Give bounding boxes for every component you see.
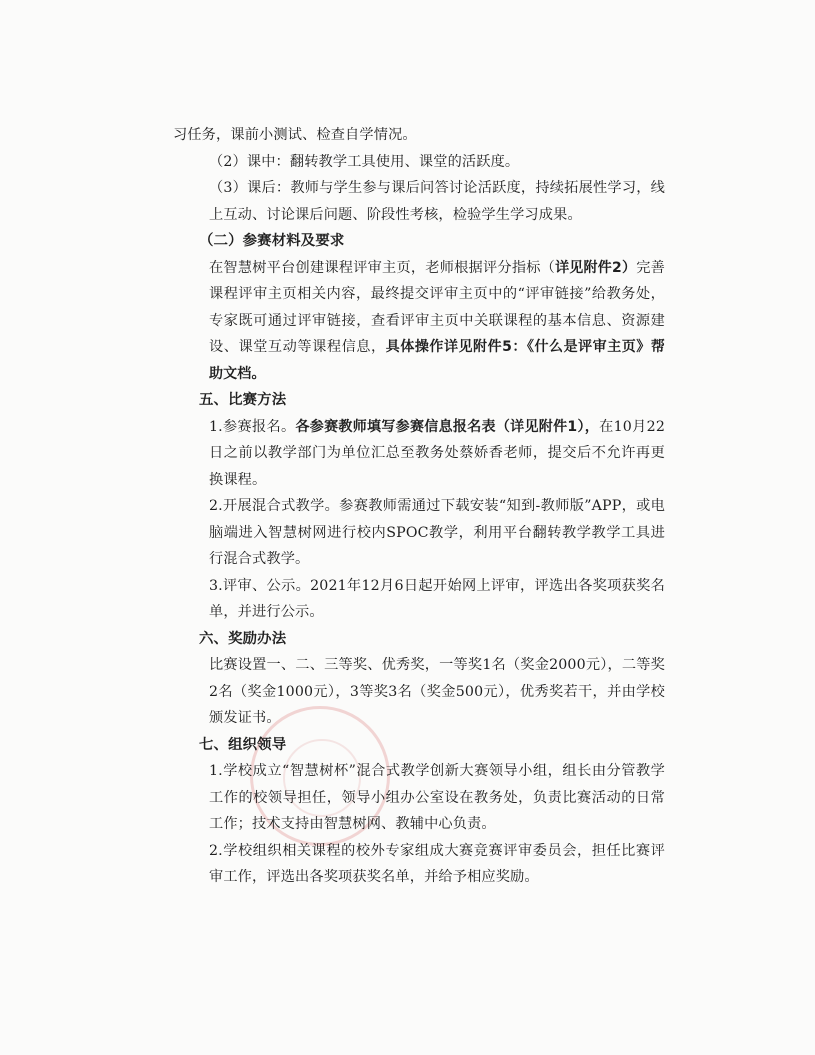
paragraph-leadership-group: 1.学校成立“智慧树杯”混合式教学创新大赛领导小组，组长由分管教学工作的校领导担任，领导小组办公室设在教务处，负责比赛活动的日常工作；技术支持由智慧树网、教辅中心负责。 [209, 763, 665, 832]
paragraph-registration [173, 414, 665, 494]
paragraph-rewards: 比赛设置一、二、三等奖、优秀奖，一等奖1名（奖金2000元），二等奖2名（奖金1000元），3等奖3名（奖金500元），优秀奖若干，并由学校颁发证书。 [209, 657, 665, 726]
section-heading-materials: （二）参赛材料及要求 [199, 233, 345, 249]
paragraph-review-committee: 2.学校组织相关课程的校外专家组成大赛竞赛评审委员会，担任比赛评审工作，评选出各奖项获奖名单，并给予相应奖励。 [209, 842, 665, 885]
document-body [173, 122, 665, 891]
paragraph-text: 完善课程评审主页相关内容，最终提交评审主页中的“评审链接”给教务处，专家既可通过评审链接，查看评审主页中关联课程的基本信息、资源建设、课堂互动等课程信息， [209, 259, 665, 355]
emphasis-registration-form: 各参赛教师填写参赛信息报名表（详见附件1）， [295, 418, 600, 435]
emphasis-attachment-ref: 详见附件2） [555, 259, 637, 276]
paragraph-materials [173, 255, 665, 388]
item-in-class: （2）课中：翻转教学工具使用、课堂的活跃度。 [209, 153, 520, 170]
section-heading-leadership: 七、组织领导 [199, 736, 287, 753]
emphasis-operation-ref: 具体操作详见附件5：《什么是评审主页》帮助文档。 [209, 339, 665, 382]
paragraph-text: 1.参赛报名。 [209, 418, 296, 435]
paragraph-blended-teaching: 2.开展混合式教学。参赛教师需通过下载安装“知到-教师版”APP，或电脑端进入智慧树网进行校内SPOC教学，利用平台翻转教学教学工具进行混合式教学。 [209, 498, 665, 567]
section-heading-competition-method: 五、比赛方法 [199, 392, 287, 408]
paragraph-text: 在10月22日之前以教学部门为单位汇总至教务处蔡娇香老师，提交后不允许再更换课程。 [209, 418, 665, 488]
paragraph-review-publicity: 3.评审、公示。2021年12月6日起开始网上评审，评选出各奖项获奖名单，并进行公示。 [209, 577, 665, 620]
body-line: 习任务，课前小测试、检查自学情况。 [173, 127, 417, 143]
paragraph-text: 在智慧树平台创建课程评审主页，老师根据评分指标（ [209, 259, 556, 276]
section-heading-rewards: 六、奖励办法 [199, 630, 287, 647]
item-after-class: （3）课后：教师与学生参与课后问答讨论活跃度，持续拓展性学习，线上互动、讨论课后问题、阶段性考核，检验学生学习成果。 [209, 180, 665, 223]
